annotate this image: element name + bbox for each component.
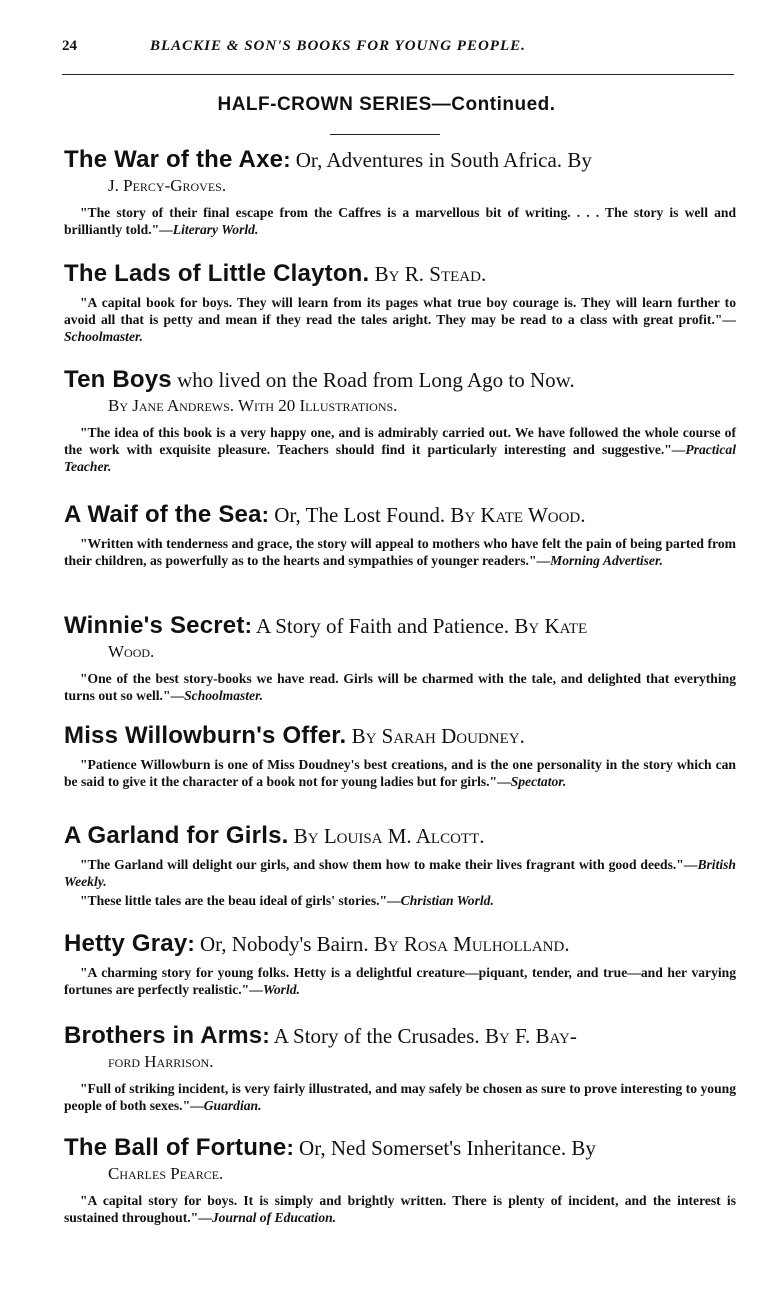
book-entry	[64, 1022, 736, 1114]
quote-text: "Patience Willowburn is one of Miss Doudney's best creations, and is the one personality in the story which can be said to give it the character of a book not for young ladies but for girls."—	[64, 757, 736, 789]
review-quote	[64, 1080, 736, 1114]
book-entry	[64, 930, 736, 998]
review-quote	[64, 856, 736, 890]
title-colon: :	[261, 502, 269, 527]
quote-text: "A capital story for boys. It is simply and brightly written. There is plenty of incident, and the interest is sustained throughout."—	[64, 1193, 736, 1225]
book-title: Ten Boys	[64, 366, 172, 393]
quote-text: "The Garland will delight our girls, and show them how to make their lives fragrant with good deeds."—	[80, 857, 698, 872]
quote-text: "Full of striking incident, is very fairly illustrated, and may safely be chosen as sure to prove interesting to young people of both sexes."—	[64, 1081, 736, 1113]
quote-source: Schoolmaster.	[64, 329, 143, 344]
quote-source: Literary World.	[172, 222, 259, 237]
book-entry	[64, 260, 736, 345]
quote-text: "The story of their final escape from the Caffres is a marvellous bit of writing. . . . The story is well and brilliantly told."—	[64, 205, 736, 237]
quote-source: Schoolmaster.	[184, 688, 264, 703]
book-entry	[64, 612, 736, 704]
review-quote	[64, 892, 736, 909]
book-title: A Waif of the Sea	[64, 501, 262, 528]
page-number: 24	[62, 38, 77, 54]
book-entry	[64, 822, 736, 909]
review-quote	[64, 670, 736, 704]
book-subtitle: Or, The Lost Found.	[268, 503, 446, 527]
book-subtitle: who lived on the Road from Long Ago to Now.	[171, 368, 575, 392]
quote-source: Practical Teacher.	[64, 442, 736, 474]
author-line: Wood.	[108, 642, 155, 661]
running-head	[62, 36, 742, 64]
review-quote	[64, 535, 736, 569]
book-title: A Garland for Girls.	[64, 822, 289, 849]
quote-source: Journal of Education.	[211, 1210, 337, 1225]
title-colon: :	[187, 931, 195, 956]
book-subtitle: Or, Ned Somerset's Inheritance.	[293, 1136, 567, 1160]
review-quote	[64, 294, 736, 345]
title-colon: :	[286, 1135, 294, 1160]
book-title: Miss Willowburn's Offer.	[64, 722, 347, 749]
book-subtitle: Or, Nobody's Bairn.	[194, 932, 369, 956]
book-title: Winnie's Secret	[64, 612, 245, 639]
book-subtitle: Or, Adventures in South Africa.	[290, 148, 563, 172]
quote-source: Spectator.	[510, 774, 567, 789]
review-quote	[64, 424, 736, 475]
book-author: By Louisa M. Alcott.	[288, 824, 485, 848]
quote-text: "One of the best story-books we have read. Girls will be charmed with the tale, and delighted that everything turns out so well."—	[64, 671, 736, 703]
book-subtitle: A Story of the Crusades.	[269, 1024, 480, 1048]
book-entry	[64, 722, 736, 790]
book-author: By Kate Wood.	[445, 503, 586, 527]
book-title: Brothers in Arms	[64, 1022, 263, 1049]
author-line: By Jane Andrews. With 20 Illustrations.	[108, 396, 398, 415]
quote-source: World.	[262, 982, 300, 997]
header-rule	[62, 74, 734, 75]
quote-source: Morning Advertiser.	[550, 553, 663, 568]
book-entry	[64, 146, 736, 238]
series-title: HALF-CROWN SERIES—Continued.	[217, 94, 556, 115]
quote-text: "The idea of this book is a very happy one, and is admirably carried out. We have followed the whole course of the work with exquisite pleasure. Teachers should find it particularly interesting and suggestive."—	[64, 425, 736, 457]
review-quote	[64, 756, 736, 790]
quote-source: Christian World.	[400, 893, 494, 908]
quote-source: British Weekly.	[64, 857, 736, 889]
author-line: Charles Pearce.	[108, 1164, 224, 1183]
book-title: The Ball of Fortune	[64, 1134, 287, 1161]
series-rule	[330, 134, 440, 135]
title-colon: :	[262, 1023, 270, 1048]
title-colon: :	[283, 147, 291, 172]
book-subtitle: A Story of Faith and Patience.	[251, 614, 510, 638]
quote-text: "Written with tenderness and grace, the story will appeal to mothers who have felt the pain of being parted from their children, as powerfully as to the hearts and sympathies of younger readers."—	[64, 536, 736, 568]
book-title: The War of the Axe	[64, 146, 284, 173]
review-quote	[64, 204, 736, 238]
book-author: By F. Bay-	[479, 1024, 577, 1048]
running-title: BLACKIE & SON'S BOOKS FOR YOUNG PEOPLE.	[150, 38, 526, 54]
book-author: By	[562, 148, 592, 172]
quote-source: Guardian.	[203, 1098, 262, 1113]
book-entry	[64, 501, 736, 569]
book-entry	[64, 366, 736, 475]
quote-text: "A charming story for young folks. Hetty is a delightful creature—piquant, tender, and true—and her varying fortunes are perfectly realistic."—	[64, 965, 736, 997]
book-author: By	[566, 1136, 596, 1160]
book-author: By R. Stead.	[369, 262, 487, 286]
book-title: Hetty Gray	[64, 930, 188, 957]
book-entry	[64, 1134, 736, 1226]
review-quote	[64, 1192, 736, 1226]
book-author: By Kate	[509, 614, 588, 638]
review-quote	[64, 964, 736, 998]
quote-text: "A capital book for boys. They will learn from its pages what true boy courage is. They will learn further to avoid all that is petty and mean if they read the tales aright. They may be read to a class with great profit."—	[64, 295, 736, 327]
book-author: By Rosa Mulholland.	[368, 932, 570, 956]
author-line: J. Percy-Groves.	[108, 176, 227, 195]
quote-text: "These little tales are the beau ideal of girls' stories."—	[80, 893, 401, 908]
author-line: ford Harrison.	[108, 1052, 214, 1071]
title-colon: :	[244, 613, 252, 638]
book-title: The Lads of Little Clayton.	[64, 260, 370, 287]
book-author: By Sarah Doudney.	[346, 724, 525, 748]
